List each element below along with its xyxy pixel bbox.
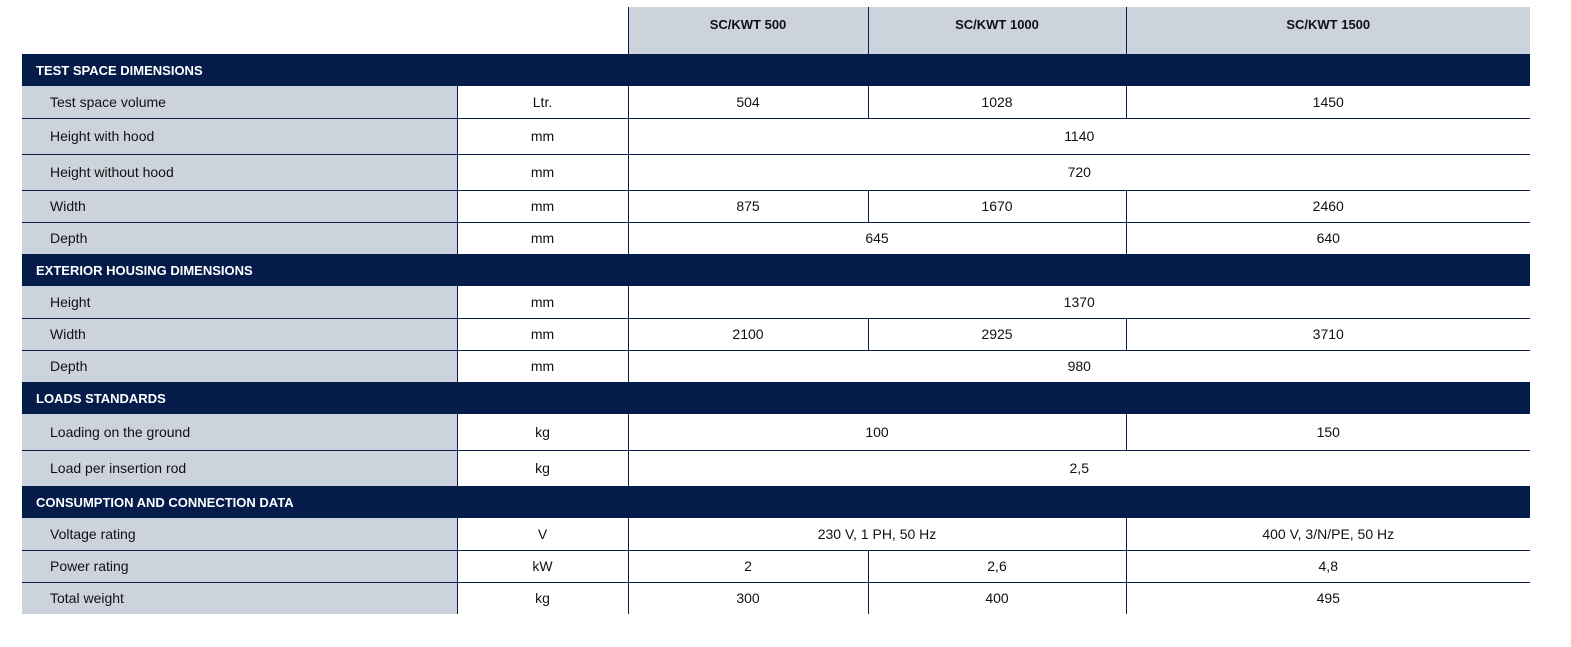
table-row-load-insertion-rod [22,450,1530,486]
value-sc-kwt-1000: 1670 [868,190,1126,222]
column-header-row [22,7,1530,54]
section-title: TEST SPACE DIMENSIONS [22,54,1530,86]
value-all-models: 720 [628,154,1530,190]
row-label: Test space volume [22,86,457,118]
value-sc-kwt-1500: 150 [1126,414,1530,450]
value-sc-kwt-1500: 640 [1126,222,1530,254]
value-sc-kwt-1000: 400 [868,582,1126,614]
table-row-test-space-width [22,190,1530,222]
table-row-height-with-hood [22,118,1530,154]
section-title: LOADS STANDARDS [22,382,1530,414]
row-label: Loading on the ground [22,414,457,450]
value-all-models: 980 [1067,358,1091,375]
value-sc-kwt-500: 2 [628,550,868,582]
row-unit: mm [457,222,628,254]
row-unit: mm [457,286,628,318]
value-sc-kwt-500-1000: 645 [865,230,889,247]
section-title: CONSUMPTION AND CONNECTION DATA [22,486,1530,518]
value-sc-kwt-1500: 495 [1126,582,1530,614]
row-unit: kW [457,550,628,582]
row-label: Depth [22,350,457,382]
row-unit: mm [457,318,628,350]
value-sc-kwt-1000: 2,6 [868,550,1126,582]
section-exterior-housing [22,254,1530,286]
row-unit: V [457,518,628,550]
value-sc-kwt-1500: 400 V, 3/N/PE, 50 Hz [1126,518,1530,550]
value-all-models: 1370 [628,286,1530,318]
value-sc-kwt-500: 300 [736,590,760,607]
value-all-models: 2,5 [1069,460,1089,477]
value-sc-kwt-1000: 2925 [868,318,1126,350]
column-header-sc-kwt-500: SC/KWT 500 [628,7,868,54]
table-row-exterior-height [22,286,1530,318]
row-unit: mm [457,190,628,222]
table-row-total-weight [22,582,1530,614]
value-all-models: 1140 [628,118,1530,154]
value-sc-kwt-1500: 2460 [1126,190,1530,222]
row-label: Width [22,190,457,222]
row-label: Total weight [22,582,457,614]
value-sc-kwt-1000: 1028 [868,86,1126,118]
table-row-test-space-volume [22,86,1530,118]
value-sc-kwt-500: 504 [628,86,868,118]
section-consumption-connection [22,486,1530,518]
row-unit: kg [457,450,628,486]
row-unit: mm [457,118,628,154]
row-label: Height without hood [22,154,457,190]
row-unit: Ltr. [457,86,628,118]
table-row-loading-ground [22,414,1530,450]
row-label: Depth [22,222,457,254]
value-sc-kwt-500: 2100 [628,318,868,350]
value-sc-kwt-500-1000: 230 V, 1 PH, 50 Hz [628,518,1126,550]
row-unit: mm [457,350,628,382]
spec-table [22,7,1530,614]
row-unit: mm [457,154,628,190]
column-header-sc-kwt-1500: SC/KWT 1500 [1126,7,1530,54]
value-sc-kwt-500: 875 [628,190,868,222]
row-unit: kg [457,414,628,450]
value-sc-kwt-1500: 1450 [1126,86,1530,118]
row-label: Height [22,286,457,318]
header-spacer [22,7,628,54]
section-loads-standards [22,382,1530,414]
row-label: Load per insertion rod [22,450,457,486]
table-row-voltage-rating [22,518,1530,550]
row-label: Power rating [22,550,457,582]
row-label: Voltage rating [22,518,457,550]
row-label: Height with hood [22,118,457,154]
column-header-sc-kwt-1000: SC/KWT 1000 [868,7,1126,54]
table-row-power-rating [22,550,1530,582]
table-row-exterior-depth [22,350,1530,382]
table-row-exterior-width [22,318,1530,350]
value-sc-kwt-500-1000: 100 [628,414,1126,450]
value-sc-kwt-1500: 4,8 [1126,550,1530,582]
value-sc-kwt-1500: 3710 [1126,318,1530,350]
row-unit: kg [457,582,628,614]
section-test-space [22,54,1530,86]
row-label: Width [22,318,457,350]
table-row-test-space-depth [22,222,1530,254]
table-row-height-without-hood [22,154,1530,190]
section-title: EXTERIOR HOUSING DIMENSIONS [22,254,1530,286]
